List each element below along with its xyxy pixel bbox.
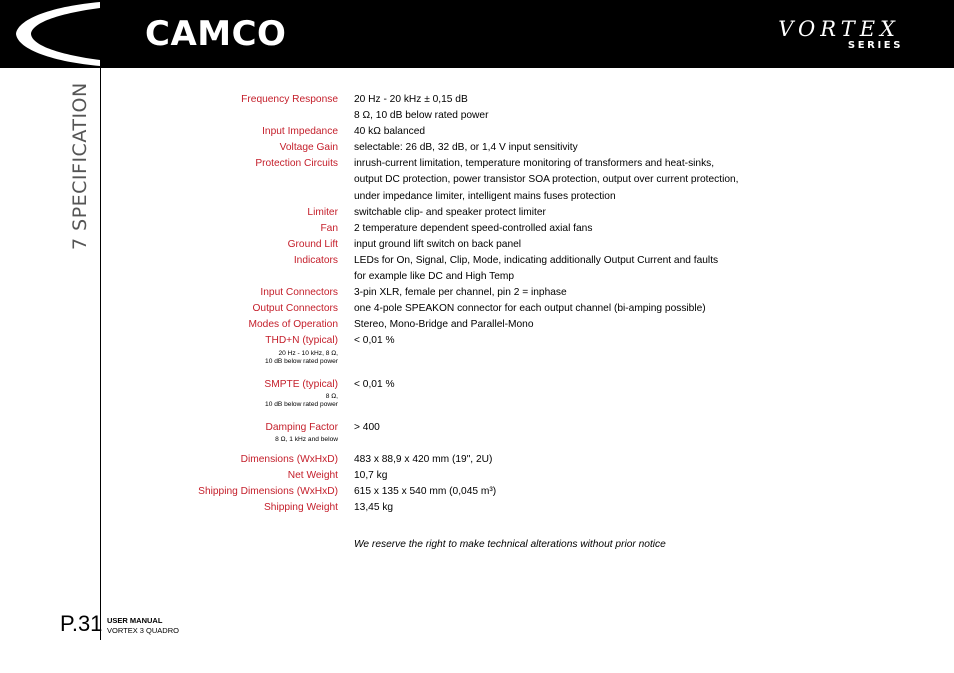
spec-label-note: 20 Hz - 10 kHz, 8 Ω, xyxy=(278,349,338,357)
spec-value: < 0,01 % xyxy=(354,335,395,347)
spec-value-line: 8 Ω, 10 dB below rated power xyxy=(354,110,489,122)
spec-label: Shipping Weight xyxy=(263,502,338,514)
margin-divider xyxy=(100,0,101,640)
spec-label-text: Damping Factor xyxy=(265,421,338,433)
spec-value-line: for example like DC and High Temp xyxy=(354,271,515,283)
spec-label-note: 8 Ω, 1 kHz and below xyxy=(275,435,338,443)
spec-row-output-connectors xyxy=(150,301,790,317)
spec-label: Net Weight xyxy=(287,470,338,482)
series-name: VORTEX xyxy=(778,17,900,41)
spec-value-line: LEDs for On, Signal, Clip, Mode, indicating additionally Output Current and faults xyxy=(354,254,719,266)
spec-label: Output Connectors xyxy=(252,303,338,315)
spec-row-shipping-dimensions xyxy=(150,484,790,500)
spec-value xyxy=(354,92,790,124)
spec-row-indicators xyxy=(150,253,790,285)
spec-value: 2 temperature dependent speed-controlled axial fans xyxy=(354,222,593,234)
spec-label: Voltage Gain xyxy=(279,142,338,154)
spec-value: one 4-pole SPEAKON connector for each output channel (bi-amping possible) xyxy=(354,303,706,315)
spec-label: Limiter xyxy=(307,206,338,218)
spec-label: Shipping Dimensions (WxHxD) xyxy=(198,486,338,498)
disclaimer: We reserve the right to make technical alterations without prior notice xyxy=(354,539,666,550)
spec-label: Input Impedance xyxy=(262,126,338,138)
spec-value: 40 kΩ balanced xyxy=(354,126,426,138)
spec-value-line: inrush-current limitation, temperature monitoring of transformers and heat-sinks, xyxy=(354,158,715,170)
spec-label: Protection Circuits xyxy=(255,158,338,170)
spec-value: Stereo, Mono-Bridge and Parallel-Mono xyxy=(354,319,534,331)
spec-value xyxy=(354,253,790,285)
spec-label: Ground Lift xyxy=(287,238,338,250)
spec-label xyxy=(150,377,338,410)
manual-product: VORTEX 3 QUADRO xyxy=(107,626,179,635)
manual-label: USER MANUAL xyxy=(107,616,163,625)
spec-row-voltage-gain xyxy=(150,140,790,156)
spec-value xyxy=(354,156,790,204)
spec-label-note: 8 Ω, xyxy=(325,392,338,400)
spec-label: Input Connectors xyxy=(260,287,338,299)
spec-row-fan xyxy=(150,221,790,237)
spec-label: Indicators xyxy=(293,254,338,266)
spec-label: Frequency Response xyxy=(241,94,338,105)
spec-row-limiter xyxy=(150,205,790,221)
spec-label xyxy=(150,420,338,445)
spec-value: input ground lift switch on back panel xyxy=(354,238,522,250)
spec-label-text: THD+N (typical) xyxy=(265,335,338,347)
spec-row-dimensions xyxy=(150,452,790,468)
spec-row-input-connectors xyxy=(150,285,790,301)
spec-row-damping-factor xyxy=(150,420,790,445)
spec-value: 483 x 88,9 x 420 mm (19", 2U) xyxy=(354,454,493,466)
spec-value: 615 x 135 x 540 mm (0,045 m³) xyxy=(354,486,497,498)
spec-row-shipping-weight xyxy=(150,500,790,516)
series-logo xyxy=(778,17,903,52)
brand-logo: CAMCO xyxy=(145,14,287,54)
spec-row-net-weight xyxy=(150,468,790,484)
spec-value: 13,45 kg xyxy=(354,502,394,514)
spec-row-input-impedance xyxy=(150,124,790,140)
spec-row-modes-of-operation xyxy=(150,317,790,333)
spec-value: 10,7 kg xyxy=(354,470,388,482)
spacer xyxy=(150,410,790,420)
swoosh-logo-icon xyxy=(0,0,110,68)
spec-value: selectable: 26 dB, 32 dB, or 1,4 V input sensitivity xyxy=(354,142,578,154)
spec-value: > 400 xyxy=(354,421,380,433)
series-sub: SERIES xyxy=(847,40,903,51)
spec-value-line: output DC protection, power transistor SOA protection, output over current protection, xyxy=(354,174,739,186)
spacer xyxy=(150,367,790,377)
header-bar xyxy=(0,0,954,68)
spec-row-protection-circuits xyxy=(150,156,790,204)
spec-label: Fan xyxy=(320,222,338,234)
spec-value: 3-pin XLR, female per channel, pin 2 = inphase xyxy=(354,287,567,299)
spec-label-note: 10 dB below rated power xyxy=(265,401,338,409)
spacer xyxy=(150,444,790,452)
spec-value: < 0,01 % xyxy=(354,378,395,390)
spec-row-smpte xyxy=(150,377,790,410)
spec-value-line: under impedance limiter, intelligent mains fuses protection xyxy=(354,190,616,202)
spec-row-frequency-response xyxy=(150,92,790,124)
spec-label: Modes of Operation xyxy=(248,319,338,331)
spec-label xyxy=(150,333,338,366)
page-number: P.31 xyxy=(60,611,103,636)
spec-label-note: 10 dB below rated power xyxy=(265,358,338,365)
spec-row-thd-n xyxy=(150,333,790,366)
manual-info xyxy=(107,616,179,636)
spec-value-line: 20 Hz - 20 kHz ± 0,15 dB xyxy=(354,94,468,105)
spec-value: switchable clip- and speaker protect limiter xyxy=(354,206,546,218)
spec-label: Dimensions (WxHxD) xyxy=(240,454,338,466)
section-title-text: 7 SPECIFICATION xyxy=(69,82,91,250)
spec-label-text: SMPTE (typical) xyxy=(264,378,338,390)
spec-table xyxy=(150,92,790,517)
spec-row-ground-lift xyxy=(150,237,790,253)
